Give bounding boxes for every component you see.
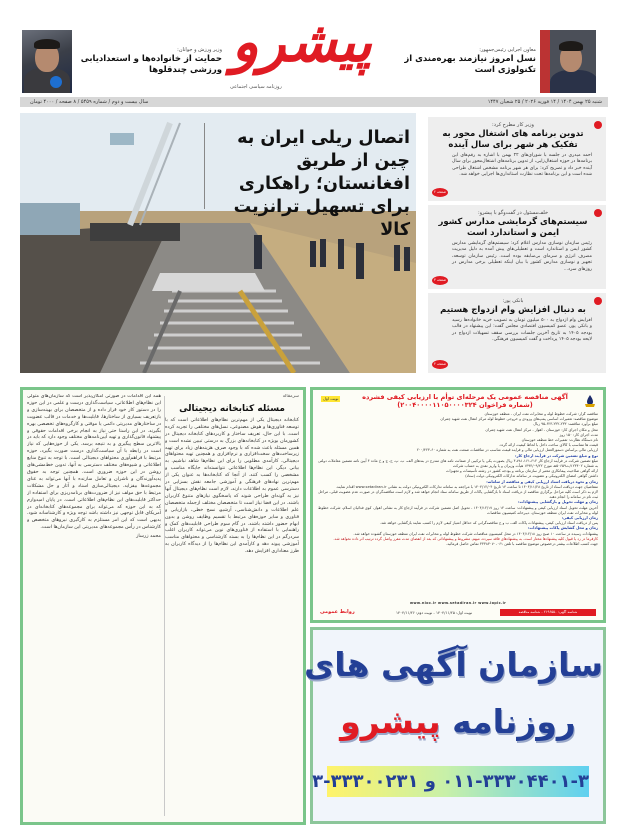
tender-line: ارزیابی مالی براساس دستورالعمل ارزیابی مالی و فرایند قیمت مناسب در مناقصات صنعت نفت به شماره ۶۰-۲۰۰/۴۲۳ bbox=[416, 448, 598, 453]
tender-line: کارفرما در رد یا قبول کلیه پیشنهادها مختار است. به پیشنهادهای فاقد سپرده، مبهم، مشروط و پیشنهاداتی که بعد از انقضای مدت مقرر واصل گردد ترتیب اثر داده نخواهد شد. bbox=[333, 536, 598, 541]
ad-line-1: سازمان آگهی های bbox=[304, 645, 603, 684]
logo-subtitle: روزنامه سیاسی اجتماعی bbox=[230, 84, 282, 90]
ads-office-banner[interactable] bbox=[304, 627, 606, 824]
page-badge[interactable]: صفحه ۳ bbox=[432, 276, 448, 285]
side-story-body: رئیس سازمان نوسازی مدارس اعلام کرد: سیستم‌های گرمایشی مدارس کشور ایمن و استاندارد است و تعطیلی‌های پیش آمده به دلیل مدیریت مصرف انرژی و سرمای بی‌سابقه بوده است. رئیس سازمان توسعه، تجهیز و نوسازی مدارس کشور با بیان اینکه تعطیلی برخی مدارس در روزهای سرد... bbox=[452, 241, 592, 272]
tender-notice bbox=[310, 387, 606, 623]
tender-line: زمان و مهلت تحویل و بازگشایی پیشنهادات: bbox=[518, 500, 598, 505]
tender-line: زمان و محل گشایش پاکات پیشنهادات: bbox=[527, 526, 598, 531]
side-story-title[interactable]: تدوین برنامه های اشتغال محور به تفکیک هر شهر برای سال آینده bbox=[442, 129, 584, 150]
public-relations-label: روابط عمومی bbox=[320, 609, 355, 615]
tender-line: موضوع مناقصه: تعمیرات اساسی پمپ‌های ورودی و خروجی خطوط لوله مرکز انتقال نفت شهید چمران bbox=[440, 417, 598, 422]
page-badge[interactable]: صفحه ۲ bbox=[432, 188, 448, 197]
masthead bbox=[0, 0, 620, 96]
ad-brand: پیشرو bbox=[340, 702, 441, 741]
article-column-right bbox=[165, 394, 299, 820]
lead-left-kicker: وزیر ورزش و جوانان: bbox=[177, 47, 222, 53]
tender-line: لازم به ذکر است کلیه مراحل برگزاری مناقصه از دریافت اسناد تا بازگشایی پاکات از طریق سامانه ستاد انجام خواهد شد و لازم است مناقصه‌گران در صورت عدم عضویت قبلی، مراحل ثبت نام در سامانه را انجام دهند. bbox=[318, 490, 598, 500]
lead-right-kicker: معاون اجرایی رئیس‌جمهور: bbox=[479, 47, 536, 53]
side-story-body: احمد میدری در جلسه با شورای‌های ۲۲ بهمن با اشاره به رقم‌های این برنامه‌ها در حوزه اشتغال‌زایی، از تدوین برنامه‌های اشتغال‌محور برای سال آینده خبر داد و تصریح کرد: برای هر شهر برنامه مشخص اشتغال طراحی شده است و این برنامه‌ها تحت نظارت استانداری‌ها اجرایی خواهد شد. bbox=[452, 153, 592, 178]
tender-line: محل و مکان اجرای کار: خوزستان - اهواز - مرکز انتقال نفت شهید چمران bbox=[485, 427, 598, 432]
hero-divider bbox=[204, 123, 205, 209]
tender-line: پس از دریافت اسناد ارزیابی کیفی، پیشنهادات پاکات الف، ب و ج مناقصه‌گرانی که حداقل امتیاز کیفی لازم را کسب نمایند بازگشایی خواهد شد. bbox=[379, 521, 598, 526]
side-story-kicker: خلف‌مسئول در گفت‌وگو با پیشرو: bbox=[477, 210, 549, 216]
lead-left-photo[interactable] bbox=[22, 30, 72, 93]
bullet-icon bbox=[594, 121, 602, 129]
tender-headline-line: آگهی مناقصه عمومی یک مرحله‌ای توأم با ارزیابی کیفی فشرده bbox=[362, 393, 568, 401]
article-author: محمد زرساز bbox=[136, 534, 161, 540]
tender-code-bar: شناسه آگهی: ۲۱۹۶۵۵۰ - شناسه مناقصه bbox=[500, 609, 596, 616]
tender-body bbox=[318, 412, 598, 598]
article-title[interactable]: مسئله کتابخانه دیجیتالی bbox=[179, 403, 285, 414]
tender-line: مبلغ تضمین شرکت در فرآیند ارجاع کار ۴،۷۸۱،۱۶۱،۶۱۲ ریال بصورت یکی یا ترکیبی از ضمانت نامه های مندرج در بندهای الف، ب، پ، ج، چ و خ ماده ۴ آیین نامه تضمین معاملات دولتی به شماره ۱۲۳۴۰۲/ت۵۰۶۵۹هـ مورخ ۱۳۹۴/۰۹/۲۲ هیأت وزیران و یا واریز نقدی به حساب شرکت bbox=[318, 458, 598, 469]
hero-story[interactable] bbox=[20, 113, 416, 373]
lead-story-left[interactable] bbox=[76, 46, 222, 76]
issue-date: شنبه ۲۵ بهمن ۱۴۰۴ / ۱۴ فوریه ۲۰۲۶ / ۲۵ شعبان ۱۴۴۷ bbox=[487, 99, 602, 105]
tender-line: نوع و مبلغ تضمین شرکت در فرآیند ارجاع کار: bbox=[515, 453, 598, 458]
column-divider bbox=[164, 396, 165, 816]
sleeper-panel bbox=[152, 273, 265, 291]
tender-line: نام دستگاه نظارت: تعمیرات خط منطقه خوزستان bbox=[521, 438, 598, 443]
tender-line: مدت اجرای کار: ۱۵۰ روز bbox=[559, 432, 598, 437]
side-story[interactable] bbox=[428, 117, 606, 201]
photo-hair bbox=[34, 39, 60, 49]
tender-line: زمان ارزیابی کیفی: bbox=[561, 516, 598, 521]
side-story-body: افزایش وام ازدواج به ۵۰۰ میلیون تومان به تصویب خرید خانواده‌ها رسید و بانکی پور، عضو کمیسیون اقتصادی مجلس گفت: این پیشنهاد در قالب بودجه ۱۴۰۵ به تاریخ آخرین جلسات بررسی سقف تسهیلات ازدواج در لایحه بودجه ۱۴۰۵ پرداخت و گفت کمیسیون فرهنگی. bbox=[452, 318, 593, 343]
lead-story-right[interactable] bbox=[386, 46, 536, 76]
tender-line: مناقصه گزار: شرکت خطوط لوله و مخابرات نفت ایران - منطقه خوزستان bbox=[484, 412, 598, 416]
ad-line-2-prefix: روزنامه bbox=[452, 702, 576, 741]
photo-hair bbox=[559, 41, 583, 51]
tender-line: قیمت ها متناسب با کالای ساخت داخل با لحاظ کیفیت ارائه گردد. bbox=[498, 443, 598, 448]
tender-headline bbox=[353, 393, 577, 409]
issue-info: سال بیست و دوم / شماره ۵۴۵۹ / ۸ صفحه / ۴۰۰۰ تومان bbox=[30, 99, 149, 105]
tender-line: مبلغ برآورد مناقصه: ۹۵،۶۲۳،۲۳۲،۲۳۳ ریال bbox=[533, 422, 598, 427]
article-column-left bbox=[27, 394, 161, 820]
article-kicker: سرمقاله bbox=[282, 394, 299, 399]
tender-line: جهت کسب اطلاعات بیشتر درخصوص موضوع مناقصه با تلفن ۰۶۱-۳۳۳۸۳۰۷۰ تماس حاصل فرمائید. bbox=[446, 542, 598, 547]
tender-line: داشتن گواهی امضای الکترونیکی و عضویت در سامانه تدارکات الکترونیکی دولت (ستاد) bbox=[465, 474, 598, 479]
editorial-article bbox=[20, 387, 306, 825]
bullet-icon bbox=[594, 209, 602, 217]
dateline-bar bbox=[20, 97, 608, 107]
bullet-icon bbox=[594, 297, 602, 305]
lead-right-photo[interactable] bbox=[540, 30, 596, 93]
tender-line: ارائه گواهی صلاحیت پیمانکاری معتبر از سازمان برنامه و بودجه کشور در رشته تأسیسات و تجهیزات bbox=[446, 469, 598, 474]
tender-urls[interactable]: www.nioc.ir www.setadiran.ir www.iopic.ir bbox=[409, 601, 507, 605]
lead-right-title[interactable]: نسل امروز نیازمند بهره‌مندی از تکنولوژی است bbox=[404, 54, 536, 75]
microphone-icon bbox=[50, 76, 62, 88]
tender-call-number: (شماره فراخوان ۲۰۰۴۰۰۰۰۱۱۰۵۰۰۰۰۳۲۴) bbox=[397, 401, 533, 409]
side-story-title[interactable]: به دنبال افزایش وام ازدواج هستیم bbox=[440, 305, 586, 315]
article-text: کتابخانه دیجیتال یکی از مهم‌ترین نظام‌های اطلاعاتی است که با توسعه فناوری‌ها و هوش مصنوعی، نسل‌های مختلفی را تجربه کرده است. با این حال، تعریف ساختار و کاربردهای کتابخانه دیجیتال در کشورمان بویژه در کتابخانه‌های بزرگ به درستی تبیین نشده است و همین مسئله باعث شده که با وجود صرف هزینه‌های زیاد برای تهیه زیرساخت‌های سخت‌افزاری و نرم‌افزاری و همچنین تهیه محتواهای دیجیتالی، کارآمدی مطلوبی را برای این نظام‌ها شاهد نباشیم. به بیانی دیگر، این نظام‌ها اطلاعاتی نتوانسته‌اند جایگاه مناسب و مشخصی را کسب کنند. از آنجا که کتابخانه‌ها به عنوان یکی از مهم‌ترین نهادهای فرهنگی و آموزشی جامعه نقش بسزایی در دسترسی عموم به اطلاعات دارند، لازم است نظام‌های دیجیتال آنها نیز به گونه‌ای طراحی شوند که پاسخگوی نیازهای متنوع کاربران باشند. در این فضا نیاز است تا متخصصان مختلف ازجمله متخصصان علم اطلاعات و دانش‌شناسی، آرشیو، نسخ خطی، بازاریابی و فناوری و سایر حوزه‌های مرتبط با تقسیم وظایف روشن و بدون ابهام حضور داشته باشند. در گام سوم طراحی قابلیت‌های کمک و راهنمایی با استفاده از فناوری‌های نوین می‌تواند کاربران اغلب سردرگم در این نظام‌ها را به بسته کارشناسی و محتواهای مناسب آموزشی پیوند دهد و کارآمدی این نظام‌ها را از دیدگاه کاربران به طرز معناداری افزایش دهد. bbox=[165, 417, 299, 555]
hero-headline[interactable]: اتصال ریلی ایران به چین از طریق افغانستان؛ راهکاری برای تسهیل ترانزیت کالا bbox=[233, 128, 410, 240]
side-story-kicker: وزیر کار مطرح کرد: bbox=[492, 122, 534, 128]
side-story[interactable] bbox=[428, 205, 606, 289]
oil-company-logo-icon bbox=[583, 394, 597, 408]
side-story[interactable] bbox=[428, 293, 606, 373]
ad-phone-numbers[interactable]: ۰۱۱-۳۳۳۰۴۴۰۱-۳ و ۳۳۳۰۰۲۳۱-۳ bbox=[327, 766, 589, 797]
logo-text: پیشرو bbox=[231, 9, 372, 75]
photo-suit bbox=[550, 70, 596, 93]
tender-line: زمان و نحوه دریافت اسناد ارزیابی کیفی و مناقصه از سامانه: bbox=[486, 479, 598, 484]
lead-left-title[interactable]: حمایت از خانواده‌ها و استعدادیابی ورزشی چندقلوها bbox=[80, 54, 222, 75]
tender-footer bbox=[318, 607, 598, 619]
newspaper-logo[interactable] bbox=[228, 4, 382, 94]
page-badge[interactable]: صفحه ۴ bbox=[432, 360, 448, 369]
ad-line-2 bbox=[313, 700, 603, 744]
tender-dates: نوبت اول: ۱۴۰۴/۱۱/۲۵ - نوبت دوم: ۱۴۰۴/۱۱/۲۶ bbox=[395, 610, 473, 615]
side-story-title[interactable]: سیستم‌های گرمایشی مدارس کشور ایمن و استاندارد است bbox=[438, 217, 588, 238]
article-text: همه این اقدامات در صورتی امکان‌پذیر است که سازمان‌های متولی این نظام‌های اطلاعاتی، سیاست‌گذاری درست و علمی در این حوزه را در دستور کار خود قرار داده و از متخصصان برای بهینه‌سازی و بازتعریف بسیاری از ساختارها، قابلیت‌ها و خدمات در قالب عضویت در ساختارهای مدیریتی دائمی یا موقتی و کارگروه‌های تخصصی بهره بگیرند. در این راستا حتی نیاز به انجام برخی اقدامات حقوقی و پیشنهاد قانون‌گذاری و تهیه آیین‌نامه‌های مختلف وجود دارد که باید در بالاترین سطح پیگیری و به نتیجه برسد. یکی از حوزه‌هایی که نیاز است در رابطه با آن سیاست‌گذاری درست صورت بگیرد، حوزه مرتبط با فراهم‌آوری محتواهای دیجیتالی است. با توجه به تنوع منابع اطلاعاتی و شیوه‌های مختلف دسترسی به آنها، تدوین خط‌مشی‌های روشن در این حوزه ضروری است. همچنین توجه به حقوق پدیدآورندگان و ناشران و تعامل سازنده با آنها می‌تواند به غنای مجموعه‌ها بیفزاید. دیجیتالی‌سازی اسناد و آثار و حل مشکلات مرتبط با حق مولف نیز از ضرورت‌های برنامه‌ریزی برای استفاده از حداکثر قابلیت‌های این نظام‌های اطلاعاتی است. در پایان امیدوارم که به این حوزه که می‌تواند برای مجموعه‌های کتابخانه‌ای در آمریکای قابل توجهی نیز داشته باشد توجه ویژه و کارشناسانه شود. بدیهی است که این امر مستلزم به کارگیری نیروهای متخصص و کارشناس در رأس مجموعه‌های مدیریتی این سازمان‌ها است. bbox=[27, 394, 161, 531]
notice-round-badge: نوبت اول bbox=[323, 396, 339, 401]
tender-line: آخرین مهلت تحویل اسناد ارزیابی کیفی و پیشنهادات: ساعت ۱۴ روز ۱۴۰۴/۱۲/۱۷ - تحویل اصل تضمین شرکت در فرآیند ارجاع کار به نشانی اهواز، کوی فدائیان اسلام، شرکت خطوط لوله و مخابرات نفت ایران منطقه خوزستان، دبیرخانه کمیسیون مناقصات bbox=[318, 505, 598, 515]
tender-line: پیشنهادات رسیده در ساعت ۱۰ صبح روز ۱۴۰۴/۱۲/۱۸ در محل کمیسیون مناقصات شرکت خطوط لوله و مخابرات نفت ایران منطقه خوزستان گشوده خواهد شد. bbox=[353, 531, 598, 536]
tender-line: متقاضیان جهت دریافت اسناد از تاریخ ۱۴۰۴/۱۱/۲۸ تا ساعت ۱۴ تاریخ ۱۴۰۴/۱۲/۰۴ با مراجعه به سامانه تدارکات الکترونیکی دولت به نشانی www.setadiran.ir اقدام نمایند. bbox=[335, 484, 598, 489]
side-story-kicker: بانکی پور: bbox=[502, 298, 524, 304]
